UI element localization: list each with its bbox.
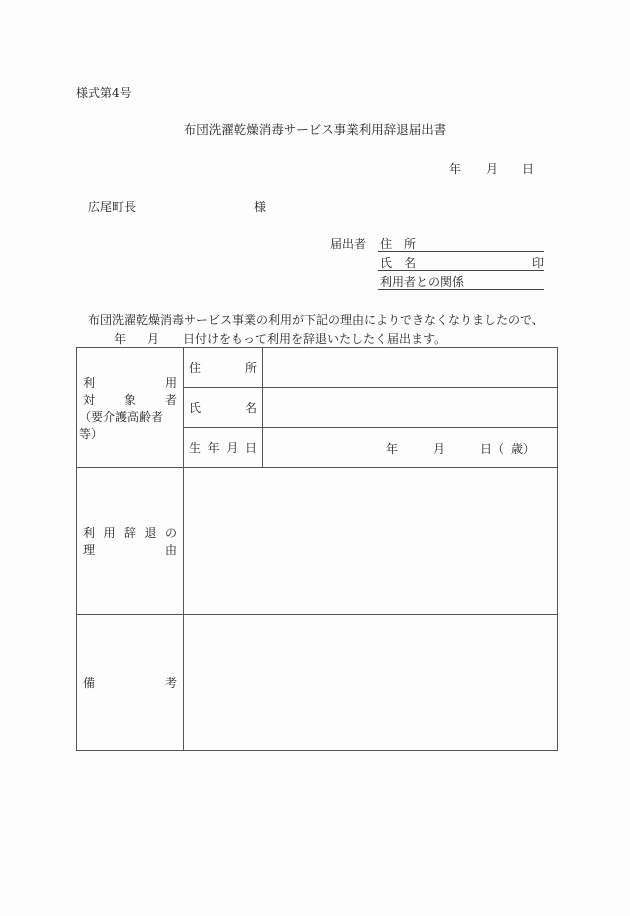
char: 対	[83, 392, 96, 407]
form-number: 様式第4号	[76, 86, 132, 100]
statement-line-1: 布団洗濯乾燥消毒サービス事業の利用が下記の理由によりできなくなりましたので、	[88, 313, 544, 327]
submitter-address-label: 住 所	[380, 237, 417, 251]
submitter-address-field[interactable]	[378, 235, 544, 252]
char: 退	[144, 526, 157, 540]
birth-year: 年	[386, 442, 399, 456]
birthdate-label	[184, 439, 262, 456]
char: 氏	[189, 401, 202, 415]
char: 由	[164, 543, 177, 557]
char: 利	[83, 526, 96, 540]
char: 理	[83, 543, 96, 557]
submitter-relationship-label: 利用者との関係	[380, 275, 465, 289]
char: 年	[207, 441, 220, 455]
char: 生	[189, 441, 202, 455]
char: 象	[123, 392, 136, 407]
submitter-name-field[interactable]	[378, 254, 544, 271]
date-day-label: 日	[522, 162, 535, 176]
char: 用	[164, 375, 177, 390]
seal-mark: 印	[531, 256, 544, 270]
name-input-cell[interactable]	[263, 388, 558, 428]
statement-year: 年	[114, 332, 127, 346]
char: 日	[244, 441, 257, 455]
char: 辞	[123, 526, 136, 540]
document-title: 布団洗濯乾燥消毒サービス事業利用辞退届出書	[183, 122, 447, 137]
birthdate-input-cell[interactable]	[263, 428, 558, 468]
address-input-cell[interactable]	[263, 348, 558, 388]
reason-label-line-1	[77, 524, 183, 541]
subject-label-cell	[77, 348, 184, 468]
table-row	[77, 615, 558, 751]
reason-label-cell	[77, 468, 184, 615]
birthdate-label-cell	[184, 428, 263, 468]
submitter-label: 届出者	[330, 237, 367, 251]
statement-text: 日付けをもって利用を辞退いたしたく届出ます。	[183, 332, 447, 346]
name-label	[184, 399, 262, 416]
char: 考	[164, 676, 177, 690]
remarks-input-cell[interactable]	[184, 615, 558, 751]
statement-month: 月	[147, 332, 160, 346]
submitter-relationship-field[interactable]	[378, 273, 544, 290]
char: 備	[83, 676, 96, 690]
char: 者	[164, 392, 177, 407]
subject-label-line-2	[77, 391, 183, 408]
reason-input-cell[interactable]	[184, 468, 558, 615]
date-year-label: 年	[449, 162, 462, 176]
remarks-label	[77, 674, 183, 691]
char: の	[164, 526, 177, 540]
address-label-cell	[184, 348, 263, 388]
char: 利	[83, 375, 96, 390]
remarks-label-cell	[77, 615, 184, 751]
table-row	[77, 468, 558, 615]
char: 住	[189, 361, 202, 375]
withdrawal-form-table	[76, 347, 558, 751]
char: 所	[244, 361, 257, 375]
addressee-honorific: 様	[254, 200, 267, 214]
addressee-name: 広尾町長	[88, 200, 137, 214]
birth-day: 日（	[480, 442, 505, 456]
char: 月	[226, 441, 239, 455]
table-row	[77, 348, 558, 388]
date-month-label: 月	[486, 162, 499, 176]
char: 用	[103, 526, 116, 540]
birth-month: 月	[433, 442, 446, 456]
submitter-name-label: 氏 名	[380, 256, 417, 270]
reason-label-line-2	[77, 541, 183, 558]
subject-label-line-1	[77, 374, 183, 391]
age: 歳）	[511, 442, 536, 456]
name-label-cell	[184, 388, 263, 428]
subject-label-line-3: （要介護高齢者等）	[79, 409, 164, 441]
char: 名	[244, 401, 257, 415]
address-label	[184, 359, 262, 376]
